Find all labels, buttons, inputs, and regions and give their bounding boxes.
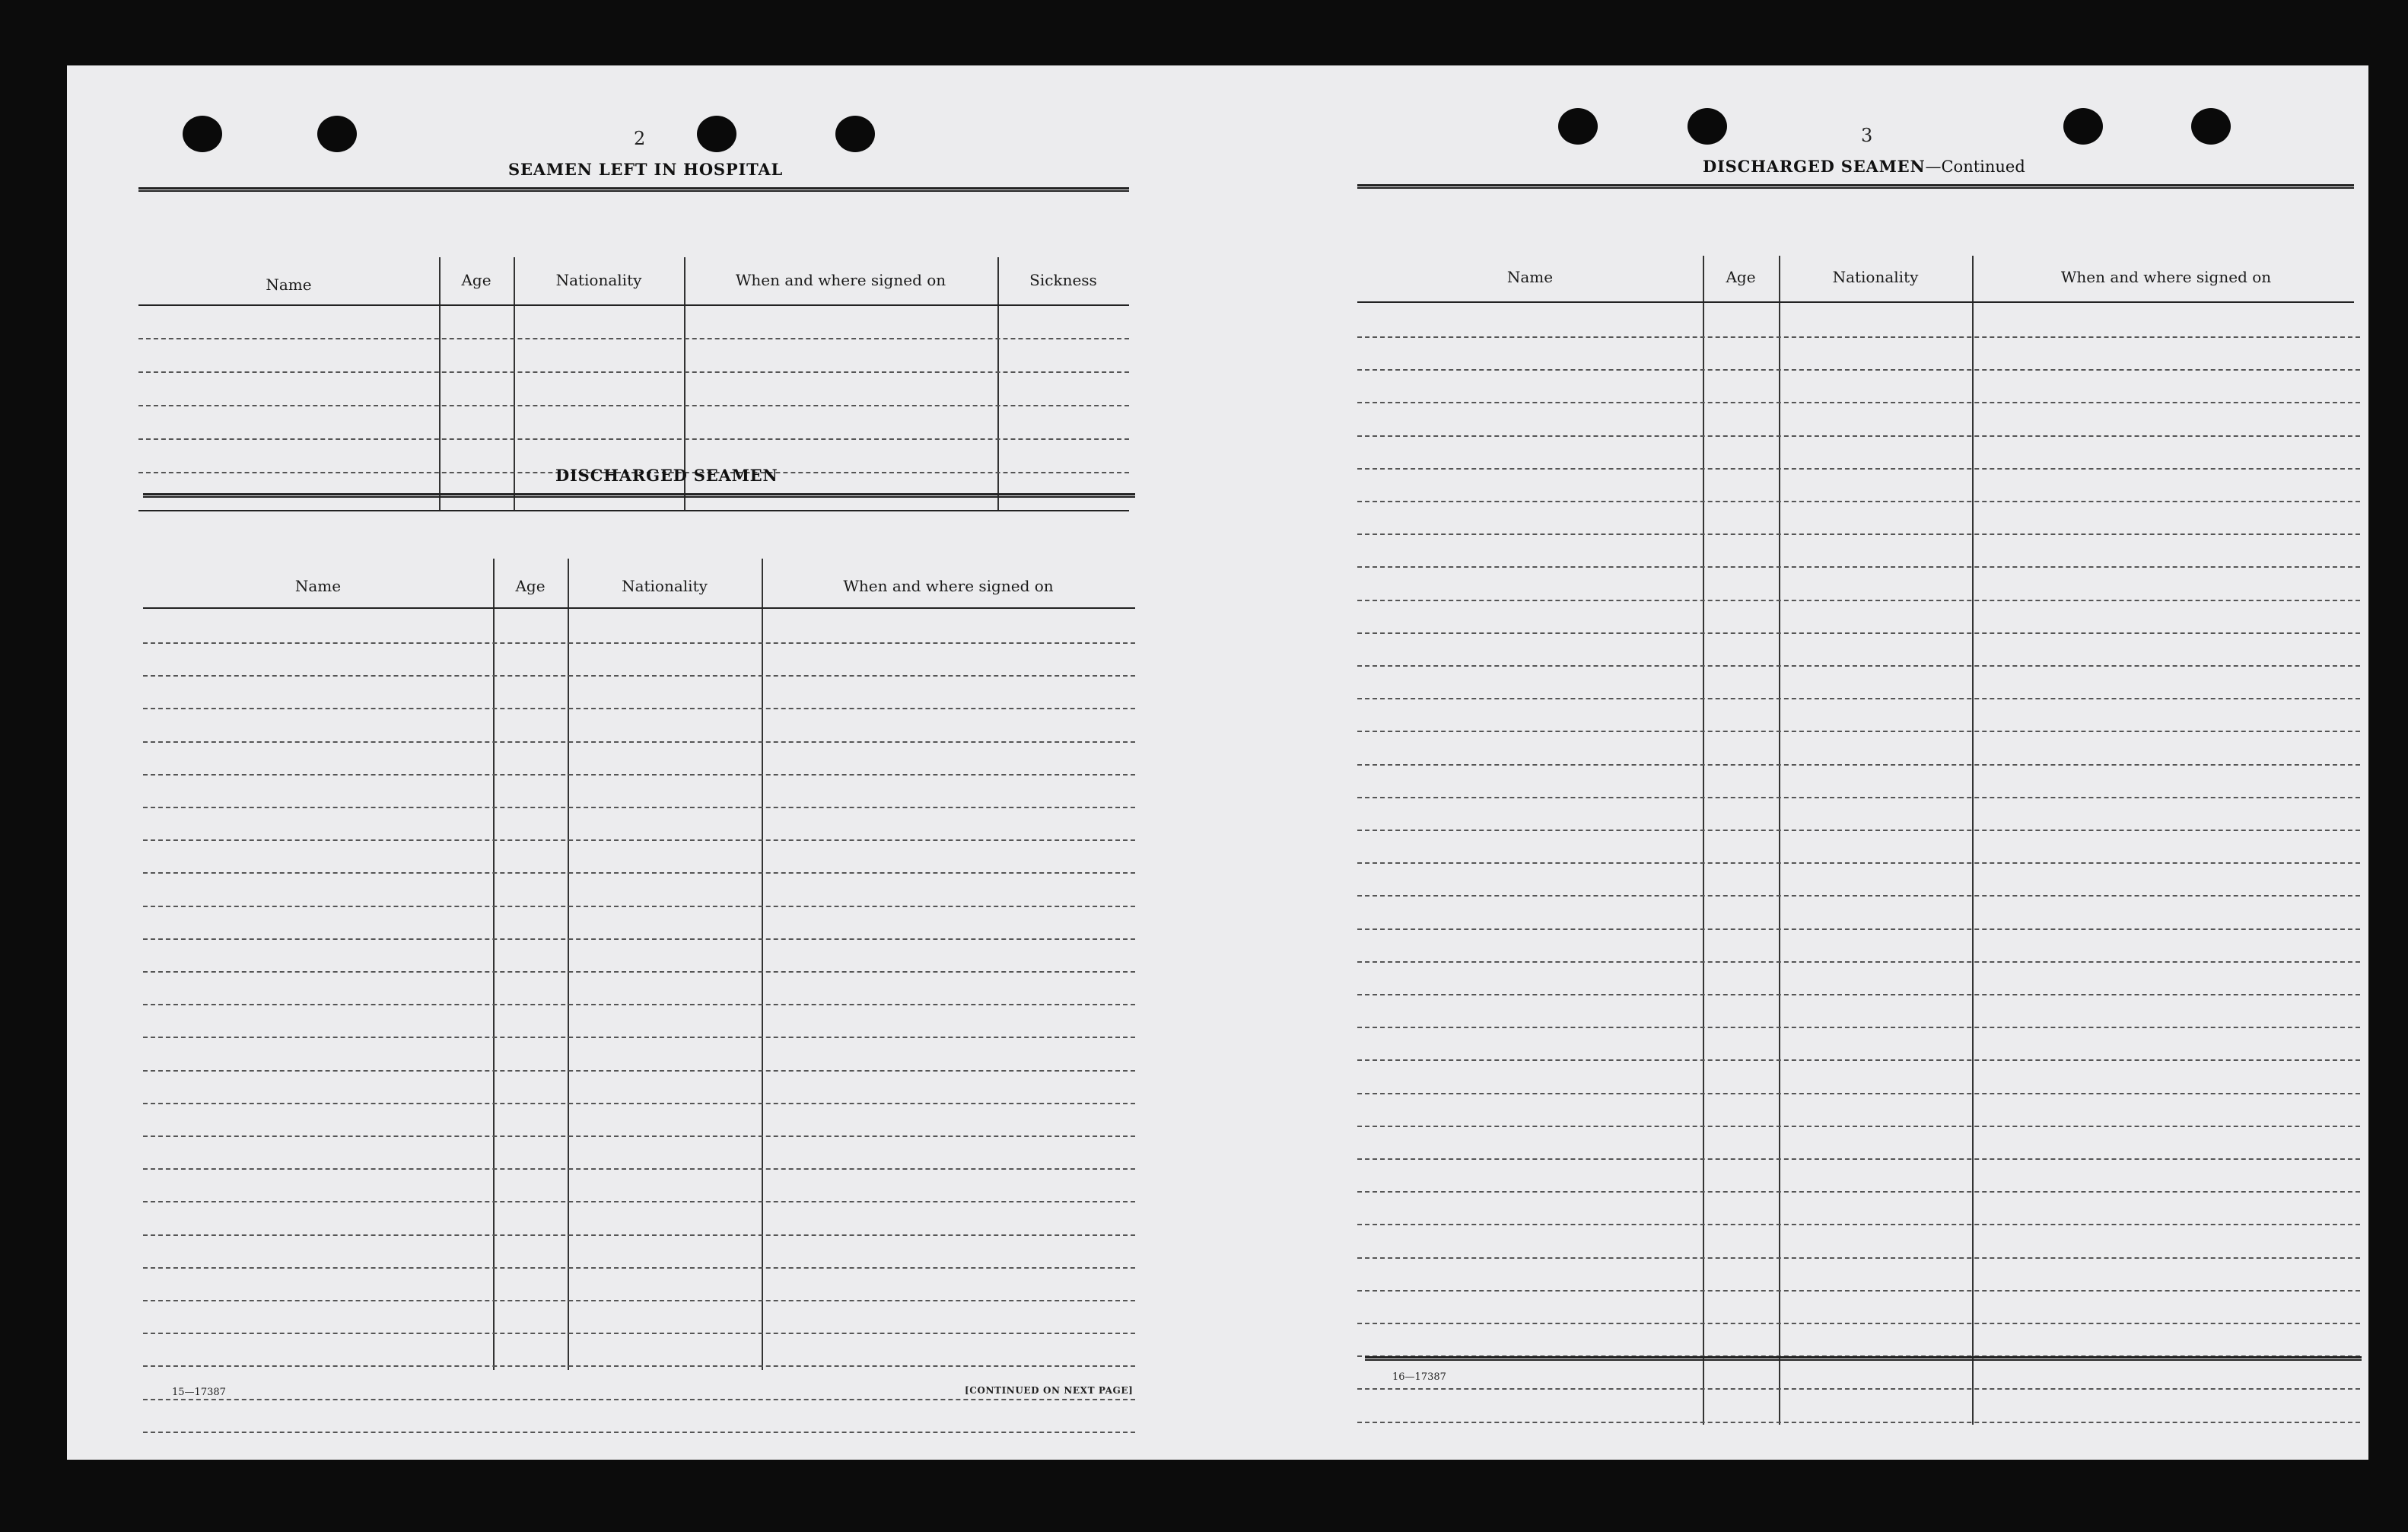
- table-row: [1357, 1388, 2360, 1390]
- table-row: [1357, 731, 2360, 732]
- table-row: [143, 938, 1135, 940]
- discharged-continued-title: DISCHARGED SEAMEN—Continued: [1703, 157, 2025, 176]
- table-row: [143, 642, 1135, 644]
- table-row: [1357, 1290, 2360, 1292]
- table-row: [138, 338, 1129, 339]
- table-row: [143, 774, 1135, 776]
- table-row: [143, 1103, 1135, 1104]
- table-row: [143, 807, 1135, 808]
- table-bottom-rule: [1365, 1356, 2362, 1361]
- page-number: 3: [1861, 125, 1873, 146]
- right-page: [1246, 65, 2368, 1460]
- table-row: [1357, 1059, 2360, 1061]
- table-row: [143, 1300, 1135, 1301]
- table-row: [1357, 1126, 2360, 1127]
- table-row: [1357, 862, 2360, 864]
- column-header-nationality: Nationality: [622, 577, 708, 595]
- table-row: [1357, 665, 2360, 667]
- table-row: [138, 438, 1129, 440]
- header-rule: [138, 304, 1129, 306]
- punch-hole: [317, 116, 357, 152]
- punch-hole: [1558, 108, 1598, 145]
- table-row: [143, 1201, 1135, 1202]
- table-row: [143, 1267, 1135, 1269]
- punch-hole: [183, 116, 222, 152]
- table-row: [1357, 764, 2360, 766]
- table-row: [1357, 632, 2360, 634]
- table-row: [138, 405, 1129, 406]
- table-row: [1357, 1224, 2360, 1225]
- page-number: 2: [634, 128, 646, 149]
- table-row: [1357, 402, 2360, 403]
- table-row: [1357, 1027, 2360, 1028]
- table-row: [143, 839, 1135, 841]
- table-row: [143, 1004, 1135, 1005]
- column-header-name: Name: [266, 276, 312, 294]
- form-code: 15—17387: [172, 1387, 226, 1398]
- column-header-name: Name: [1506, 268, 1554, 286]
- table-row: [143, 971, 1135, 973]
- table-row: [143, 906, 1135, 907]
- document-sheet: [67, 65, 2368, 1460]
- table-row: [1357, 1158, 2360, 1160]
- table-row: [1357, 369, 2360, 371]
- table-row: [1357, 895, 2360, 897]
- table-row: [1357, 336, 2360, 338]
- table-row: [1357, 1257, 2360, 1259]
- table-row: [143, 1070, 1135, 1072]
- table-row: [143, 872, 1135, 874]
- table-row: [1357, 1422, 2360, 1423]
- discharged-table: [143, 501, 1135, 1376]
- continued-note: [CONTINUED ON NEXT PAGE]: [965, 1385, 1134, 1396]
- punch-hole: [835, 116, 875, 152]
- table-row: [1357, 468, 2360, 470]
- column-divider: [1703, 256, 1704, 1425]
- table-row: [1357, 435, 2360, 437]
- form-code: 16—17387: [1392, 1371, 1446, 1383]
- column-header-age: Age: [461, 271, 491, 289]
- punch-hole: [2063, 108, 2103, 145]
- hospital-section-title: SEAMEN LEFT IN HOSPITAL: [508, 160, 784, 179]
- title-rule: [138, 187, 1129, 192]
- table-row: [143, 1037, 1135, 1038]
- left-page: [67, 65, 1208, 1460]
- discharged-section-title: DISCHARGED SEAMEN: [555, 466, 778, 485]
- column-divider: [1972, 256, 1974, 1425]
- table-row: [143, 1234, 1135, 1236]
- column-divider: [1779, 256, 1780, 1425]
- title-rule: [143, 493, 1135, 498]
- table-row: [138, 371, 1129, 373]
- column-header-sickness: Sickness: [1029, 271, 1097, 289]
- table-row: [143, 741, 1135, 743]
- table-row: [1357, 533, 2360, 535]
- column-header-age: Age: [515, 577, 546, 595]
- table-row: [143, 1365, 1135, 1367]
- table-row: [1357, 698, 2360, 699]
- table-row: [1357, 1191, 2360, 1193]
- header-rule: [143, 607, 1135, 609]
- column-divider: [493, 559, 495, 1370]
- table-row: [143, 708, 1135, 709]
- table-row: [1357, 566, 2360, 568]
- table-row: [1357, 501, 2360, 502]
- title-rule: [1357, 184, 2354, 189]
- column-header-nationality: Nationality: [1832, 268, 1919, 286]
- column-header-signed-on: When and where signed on: [735, 271, 946, 289]
- punch-hole: [697, 116, 736, 152]
- column-divider: [762, 559, 763, 1370]
- table-row: [1357, 797, 2360, 798]
- column-header-nationality: Nationality: [555, 271, 642, 289]
- table-row: [1357, 1323, 2360, 1324]
- column-header-age: Age: [1726, 268, 1756, 286]
- punch-hole: [2191, 108, 2231, 145]
- table-row: [1357, 961, 2360, 963]
- table-row: [143, 675, 1135, 677]
- table-row: [143, 1399, 1135, 1400]
- table-row: [143, 1333, 1135, 1334]
- table-row: [1357, 600, 2360, 601]
- table-row: [1357, 994, 2360, 995]
- column-header-name: Name: [294, 577, 342, 595]
- table-row: [143, 1432, 1135, 1433]
- table-row: [1357, 1093, 2360, 1094]
- column-header-signed-on: When and where signed on: [843, 577, 1054, 595]
- punch-hole: [1688, 108, 1727, 145]
- column-divider: [568, 559, 569, 1370]
- table-row: [143, 1135, 1135, 1137]
- table-row: [1357, 830, 2360, 831]
- column-header-signed-on: When and where signed on: [2060, 268, 2272, 286]
- header-rule: [1357, 301, 2354, 303]
- discharged-table-continued: [1357, 192, 2360, 1365]
- table-row: [1357, 928, 2360, 930]
- table-row: [143, 1168, 1135, 1170]
